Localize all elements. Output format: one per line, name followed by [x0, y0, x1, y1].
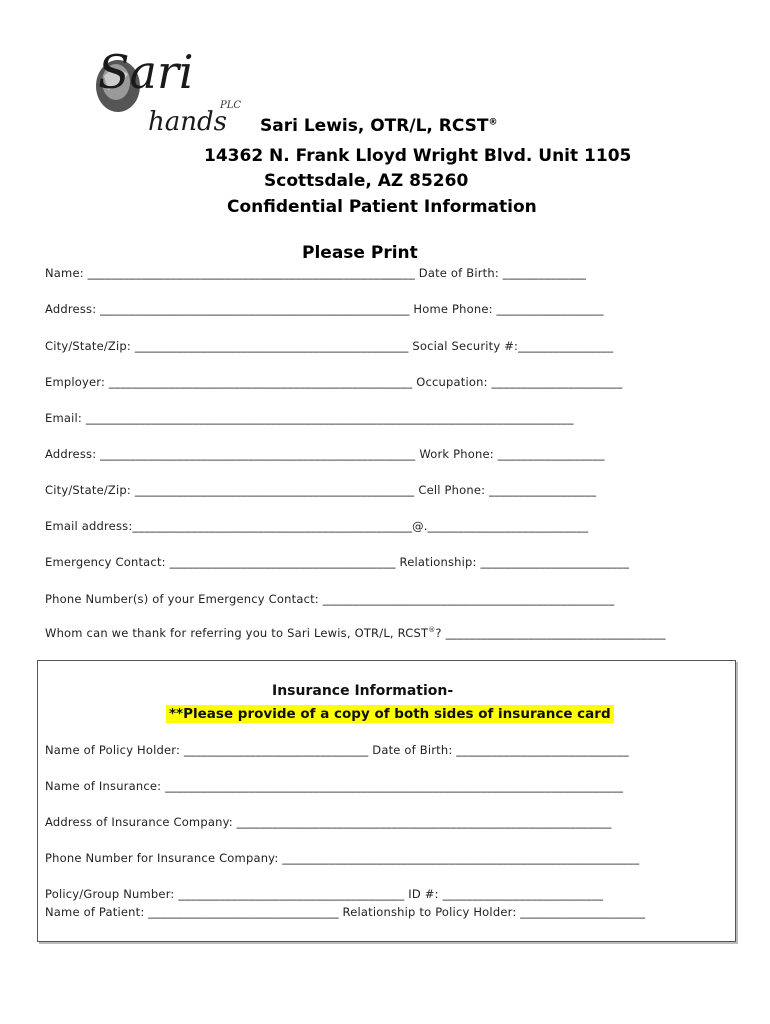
work-city-cell-field[interactable]: City/State/Zip: _______________________________________________ Cell Phone: __________________ — [45, 483, 597, 497]
logo-name-text: Sari — [98, 46, 194, 99]
sari-hands-logo — [90, 46, 250, 136]
practitioner-name: Sari Lewis, OTR/L, RCST® — [260, 116, 498, 136]
city-ssn-field[interactable]: City/State/Zip: ______________________________________________ Social Security #:________________ — [45, 339, 614, 353]
insurance-name-field[interactable]: Name of Insurance: _____________________________________________________________________________ — [45, 779, 624, 793]
emergency-contact-field[interactable]: Emergency Contact: ______________________________________ Relationship: _________________________ — [45, 555, 630, 569]
address-home-phone-field[interactable]: Address: ____________________________________________________ Home Phone: __________________ — [45, 302, 604, 316]
form-title: Confidential Patient Information — [227, 197, 537, 217]
please-print-instruction: Please Print — [302, 243, 418, 263]
policy-group-id-field[interactable]: Policy/Group Number: ______________________________________ ID #: ___________________________ — [45, 887, 604, 901]
logo-plc-text: PLC — [220, 100, 242, 111]
email-field[interactable]: Email: __________________________________________________________________________________ — [45, 411, 574, 425]
insurance-address-field[interactable]: Address of Insurance Company: _______________________________________________________________ — [45, 815, 612, 829]
name-dob-field[interactable]: Name: _______________________________________________________ Date of Birth: ______________ — [45, 266, 587, 280]
employer-occupation-field[interactable]: Employer: ___________________________________________________ Occupation: ______________________ — [45, 375, 623, 389]
insurance-phone-field[interactable]: Phone Number for Insurance Company: ____________________________________________________________ — [45, 851, 640, 865]
emergency-phone-field[interactable]: Phone Number(s) of your Emergency Contact: _________________________________________________ — [45, 592, 615, 606]
policy-holder-field[interactable]: Name of Policy Holder: _______________________________ Date of Birth: _____________________________ — [45, 743, 629, 757]
insurance-title: Insurance Information- — [272, 683, 454, 699]
logo-sub-text: hands — [148, 107, 227, 136]
referral-field[interactable]: Whom can we thank for referring you to Sari Lewis, OTR/L, RCST®? _____________________________________ — [45, 626, 666, 640]
address-line-1: 14362 N. Frank Lloyd Wright Blvd. Unit 1105 — [204, 146, 632, 166]
work-address-phone-field[interactable]: Address: _____________________________________________________ Work Phone: __________________ — [45, 447, 605, 461]
insurance-card-note: **Please provide of a copy of both sides of insurance card — [166, 703, 614, 722]
patient-relationship-field[interactable]: Name of Patient: ________________________________ Relationship to Policy Holder: _____________________ — [45, 905, 646, 919]
email-address-field[interactable]: Email address:_______________________________________________@.___________________________ — [45, 519, 589, 533]
address-line-2: Scottsdale, AZ 85260 — [264, 171, 469, 191]
